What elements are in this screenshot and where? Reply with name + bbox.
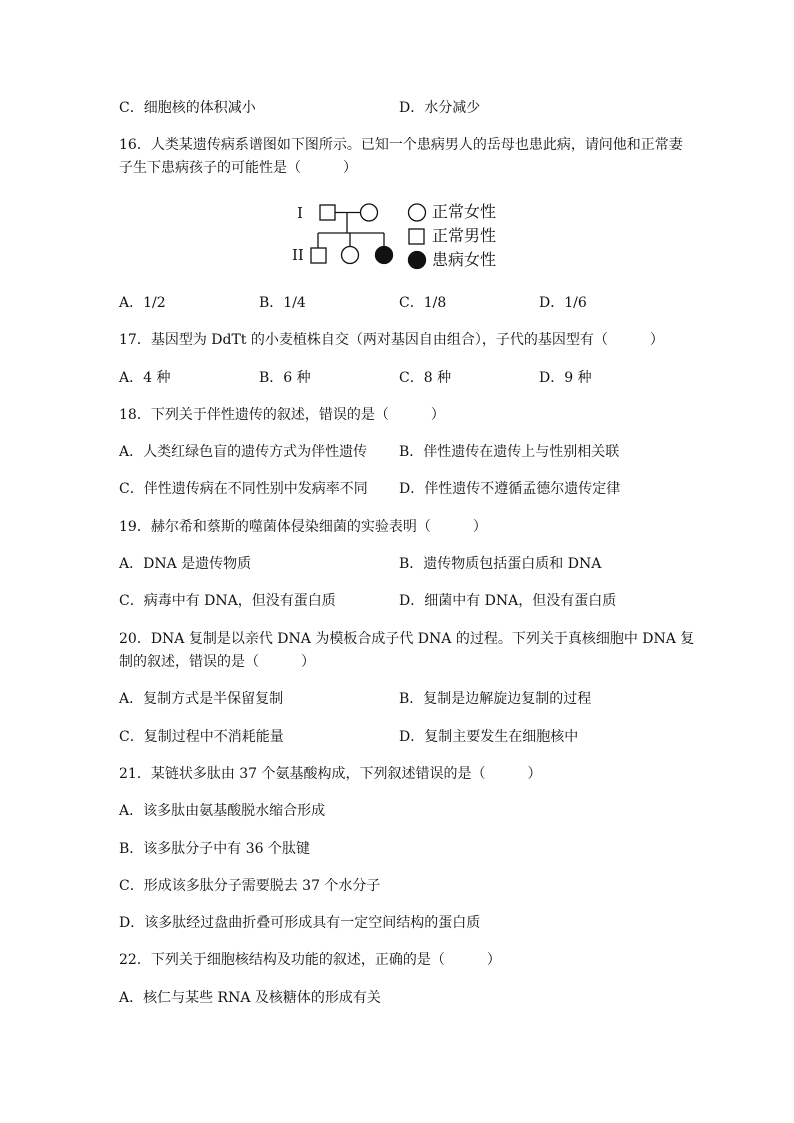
q21-option-c: C．形成该多肽分子需要脱去 37 个水分子 [119,878,381,894]
q22-option-a: A．核仁与某些 RNA 及核糖体的形成有关 [119,990,381,1006]
q18-option-c: C．伴性遗传病在不同性别中发病率不同 [119,481,368,497]
legend-affected-female-icon [409,252,426,269]
q16-stem-line2: 子生下患病孩子的可能性是（ ） [119,160,357,176]
q18-option-b: B．伴性遗传在遗传上与性别相关联 [399,444,620,460]
q21-option-a: A．该多肽由氨基酸脱水缩合形成 [119,803,326,819]
q19-stem: 19．赫尔希和蔡斯的噬菌体侵染细菌的实验表明（ ） [119,519,487,535]
legend-normal-female-icon [409,204,426,221]
q19-option-a: A．DNA 是遗传物质 [119,556,252,572]
q18-stem: 18．下列关于伴性遗传的叙述，错误的是（ ） [119,407,445,423]
gen1-female [361,204,378,221]
legend-normal-female-label: 正常女性 [432,202,497,221]
q21-stem: 21．某链状多肽由 37 个氨基酸构成，下列叙述错误的是（ ） [119,766,542,782]
q16-option-a: A．1/2 [119,295,166,311]
q19-option-d: D．细菌中有 DNA，但没有蛋白质 [399,593,617,609]
generation-2-label: II [292,246,304,264]
q20-stem-line1: 20．DNA 复制是以亲代 DNA 为模板合成子代 DNA 的过程。下列关于真核细胞中 DNA 复 [119,631,695,647]
gen2-female-normal [342,247,359,264]
q20-stem-line2: 制的叙述，错误的是（ ） [119,654,315,670]
q19-option-b: B．遗传物质包括蛋白质和 DNA [399,556,602,572]
gen1-male [320,205,335,220]
q19-option-c: C．病毒中有 DNA，但没有蛋白质 [119,593,336,609]
q18-option-d: D．伴性遗传不遵循孟德尔遗传定律 [399,481,621,497]
gen2-female-affected [376,247,393,264]
legend-affected-female-label: 患病女性 [432,250,497,269]
q17-stem: 17．基因型为 DdTt 的小麦植株自交（两对基因自由组合），子代的基因型有（ ） [119,332,664,348]
q20-option-d: D．复制主要发生在细胞核中 [399,729,579,745]
q20-option-c: C．复制过程中不消耗能量 [119,729,284,745]
q16-option-c: C．1/8 [399,295,447,311]
q16-option-b: B．1/4 [259,295,306,311]
q16-option-d: D．1/6 [539,295,587,311]
legend-normal-male-label: 正常男性 [432,226,497,245]
q18-option-a: A．人类红绿色盲的遗传方式为伴性遗传 [119,444,368,460]
q16-stem-line1: 16．人类某遗传病系谱图如下图所示。已知一个患病男人的岳母也患此病，请问他和正常妻 [119,137,683,153]
q15-option-c: C．细胞核的体积减小 [119,100,256,116]
q20-option-b: B．复制是边解旋边复制的过程 [399,691,592,707]
q17-option-c: C．8 种 [399,370,452,386]
q17-option-d: D．9 种 [539,370,592,386]
q21-option-d: D．该多肽经过盘曲折叠可形成具有一定空间结构的蛋白质 [119,915,481,931]
legend-normal-male-icon [409,229,424,244]
q17-option-a: A．4 种 [119,370,171,386]
gen2-male [311,248,326,263]
q20-option-a: A．复制方式是半保留复制 [119,691,284,707]
q21-option-b: B．该多肽分子中有 36 个肽键 [119,841,311,857]
q17-option-b: B．6 种 [259,370,311,386]
q22-stem: 22．下列关于细胞核结构及功能的叙述，正确的是（ ） [119,952,501,968]
q15-option-d: D．水分减少 [399,100,481,116]
generation-1-label: I [297,204,303,222]
